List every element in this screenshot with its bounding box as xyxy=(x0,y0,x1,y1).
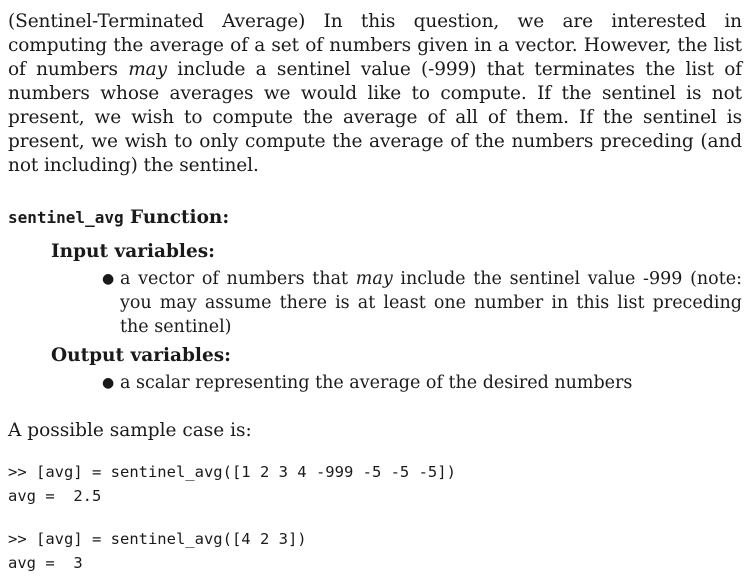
bullet-icon: ● xyxy=(102,271,115,287)
list-item xyxy=(102,267,742,339)
input-item-part1: a vector of numbers that xyxy=(120,269,356,289)
function-heading xyxy=(8,206,742,230)
input-item-emphasis: may xyxy=(355,269,393,289)
code-line: avg = 3 xyxy=(8,554,83,572)
intro-emphasis: may xyxy=(128,59,167,80)
document-page xyxy=(8,10,742,575)
intro-text-part1: (Sentinel-Terminated Average) In this question, we are interested in computing the average of a set of numbers given in a vector. However, the list of numbers xyxy=(8,11,742,80)
bullet-icon: ● xyxy=(102,375,115,391)
input-item-part2: include the sentinel value -999 (note: you may assume there is at least one number in this list preceding the sentinel) xyxy=(120,269,742,337)
problem-description xyxy=(8,10,742,178)
code-sample-2 xyxy=(8,527,742,575)
code-line: avg = 2.5 xyxy=(8,487,102,505)
intro-text-part2: include a sentinel value (-999) that terminates the list of numbers whose averages we would like to compute. If the sentinel is not present, we wish to compute the average of all of them. If the sentinel is present, we wish to only compute the average of the numbers preceding (and not including) the sentinel. xyxy=(8,59,742,176)
code-sample-1 xyxy=(8,460,742,508)
input-variables-list xyxy=(8,267,742,339)
input-variables-heading: Input variables: xyxy=(51,241,215,262)
function-name: sentinel_avg xyxy=(8,208,124,227)
code-line: >> [avg] = sentinel_avg([1 2 3 4 -999 -5 -5 -5]) xyxy=(8,463,456,481)
list-item xyxy=(102,371,742,395)
function-heading-suffix: Function: xyxy=(123,207,230,228)
output-item-text: a scalar representing the average of the desired numbers xyxy=(120,373,633,393)
sample-case-intro: A possible sample case is: xyxy=(8,420,252,441)
output-variables-list xyxy=(8,371,742,395)
output-variables-heading: Output variables: xyxy=(51,345,231,366)
code-line: >> [avg] = sentinel_avg([4 2 3]) xyxy=(8,530,307,548)
